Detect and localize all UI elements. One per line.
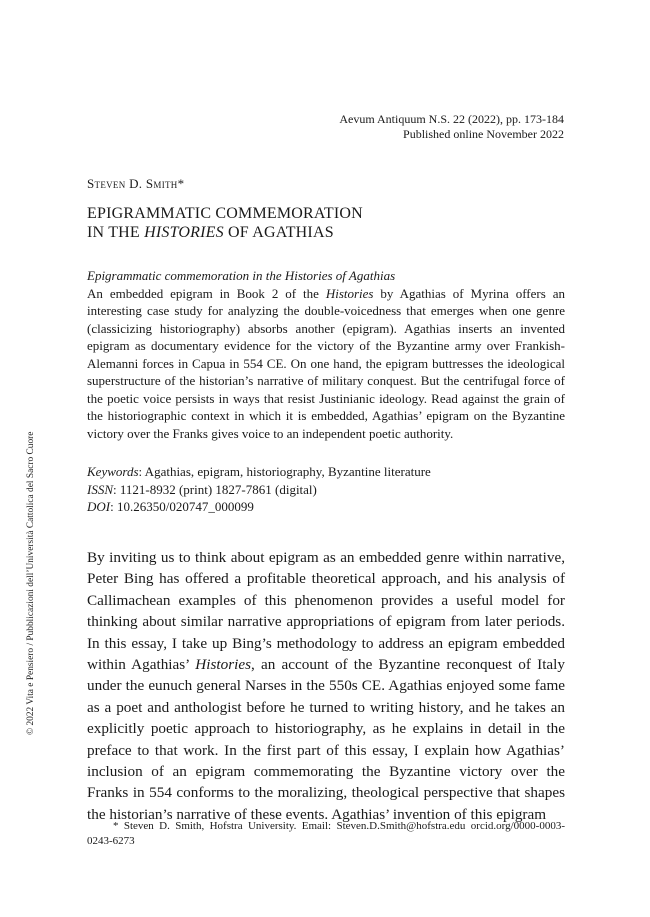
issn-value: : 1121-8932 (print) 1827-7861 (digital) [113, 481, 317, 497]
issn-label: ISSN [87, 481, 113, 497]
keywords-line [87, 463, 565, 481]
body-text-1: By inviting us to think about epigram as an embedded genre within narrative, Peter Bing has offered a profitable theoretical approach, and his analysis of Callimachean examples of this phenomenon provides a useful model for thinking about similar narrative appropriations of epigram from later periods. In this essay, I take up Bing’s methodology to address an epigram embedded within Agathias’ [87, 549, 565, 674]
title-line-1: EPIGRAMMATIC COMMEMORATION [87, 205, 363, 222]
doi-label: DOI [87, 499, 111, 514]
keywords-value: : Agathias, epigram, historiography, Byzantine literature [138, 464, 431, 479]
footnote: * Steven D. Smith, Hofstra University. Email: Steven.D.Smith@hofstra.edu orcid.org/0000-0003-0243-6273 [87, 820, 565, 847]
copyright-sidebar: © 2022 Vita e Pensiero / Pubblicazioni dell’Università Cattolica del Sacro Cuore [26, 431, 36, 735]
author-name: Steven D. Smith* [87, 176, 185, 191]
journal-line: Aevum Antiquum N.S. 22 (2022), pp. 173-184 [339, 112, 564, 126]
abstract-heading: Epigrammatic commemoration in the Histories of Agathias [87, 268, 396, 283]
title-suffix: OF AGATHIAS [223, 224, 334, 241]
title-prefix: IN THE [87, 224, 145, 241]
article-metadata [87, 463, 565, 516]
body-paragraph [87, 547, 565, 825]
keywords-label: Keywords [87, 464, 139, 479]
abstract-text-2: by Agathias of Myrina offers an interesting case study for analyzing the double-voicedness that emerges when one genre (classicizing historiography) absorbs another (epigram). Agathias inserts an invented epigram as documentary evidence for the victory of the Byzantine army over Frankish-Alemanni forces in Capua in 554 CE. On one hand, the epigram buttresses the ideological superstructure of the historian’s narrative of military conquest. But the centrifugal force of the poetic voice persists in ways that resist Justinianic ideology. Read against the grain of the historiographic context in which it is embedded, Agathias’ epigram on the Byzantine victory over the Franks gives voice to an independent poetic authority. [87, 285, 565, 441]
doi-value: : 10.26350/020747_000099 [110, 499, 254, 514]
published-line: Published online November 2022 [403, 127, 564, 141]
abstract [87, 267, 565, 442]
body-text-2: , an account of the Byzantine reconquest of Italy under the eunuch general Narses in the 550s CE. Agathias enjoyed some fame as a poet and anthologist before he turned to writing history, and he takes an explicitly poetic approach to historiography, as he explains in detail in the preface to that work. In the first part of this essay, I explain how Agathias’ inclusion of an epigram commemorating the Byzantine victory over the Franks in 554 conforms to the moralizing, theological perspective that shapes the historian’s narrative of these events. Agathias’ invention of this epigram [87, 656, 565, 823]
article-title [87, 204, 527, 242]
abstract-text-1: An embedded epigram in Book 2 of the [87, 285, 326, 301]
title-line-2 [87, 223, 527, 242]
doi-line [87, 498, 565, 516]
journal-citation [339, 112, 564, 142]
abstract-italic-1: Histories [325, 285, 374, 301]
body-italic-1: Histories [195, 656, 251, 674]
issn-line [87, 481, 565, 499]
title-italic: HISTORIES [144, 224, 224, 241]
